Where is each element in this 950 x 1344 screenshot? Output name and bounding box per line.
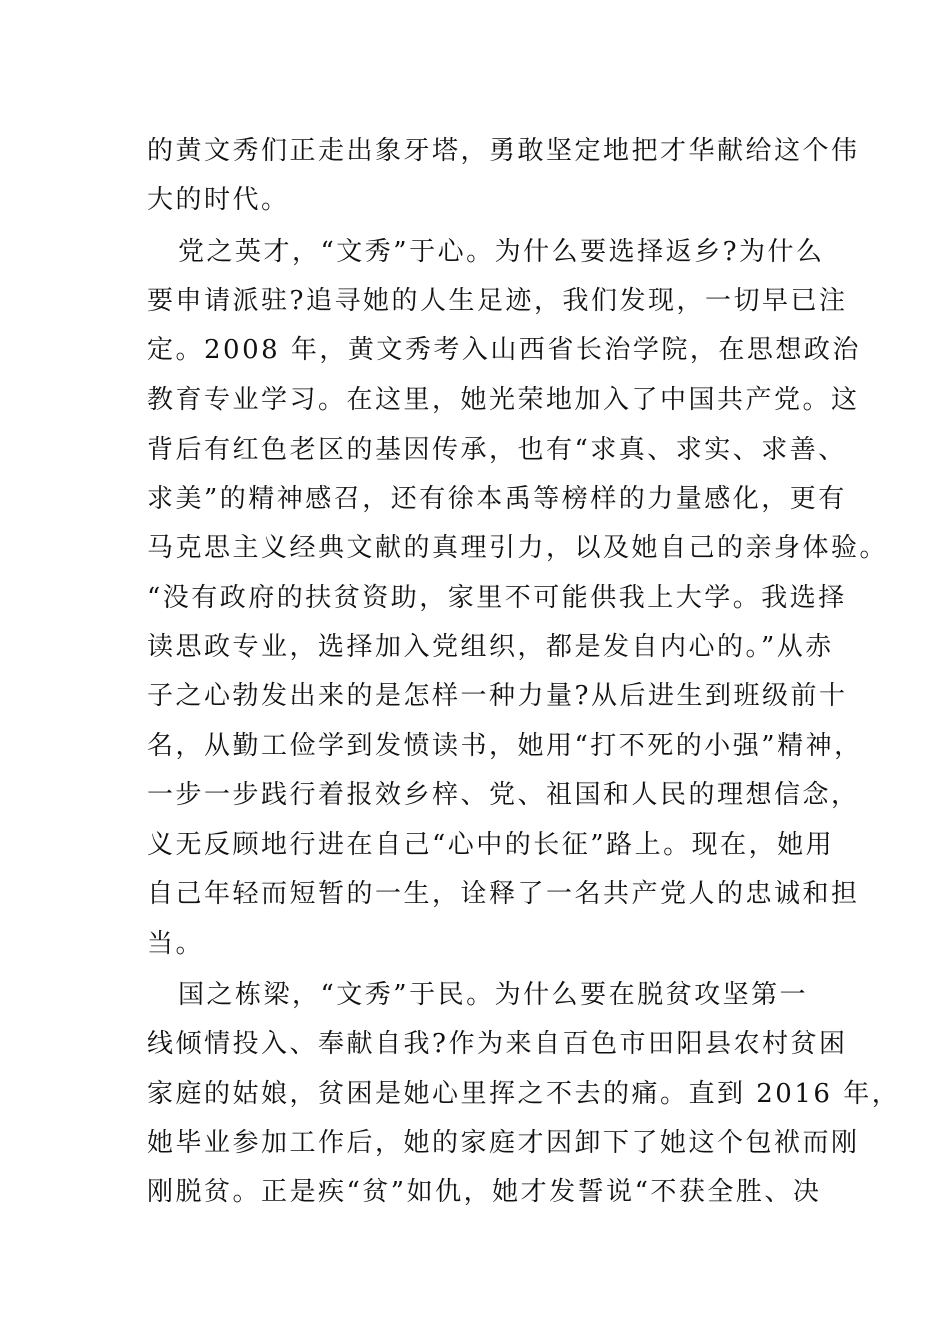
paragraph-start-line: 国之栋梁，“文秀”于民。为什么要在脱贫攻坚第一 xyxy=(178,980,809,1010)
text-line: 马克思主义经典文献的真理引力，以及她自己的亲身体验。 xyxy=(147,533,889,563)
text-line: 线倾情投入、奉献自我?作为来自百色市田阳县农村贫困 xyxy=(147,1029,848,1059)
text-line: 家庭的姑娘，贫困是她心里挥之不去的痛。直到 2016 年， xyxy=(147,1079,901,1109)
text-line: 当。 xyxy=(147,929,205,959)
text-line: 她毕业参加工作后，她的家庭才因卸下了她这个包袱而刚 xyxy=(147,1128,860,1158)
text-line: 求美”的精神感召，还有徐本禹等榜样的力量感化，更有 xyxy=(147,484,847,514)
text-line: 自己年轻而短暂的一生，诠释了一名共产党人的忠诚和担 xyxy=(147,879,860,909)
text-line: 大的时代。 xyxy=(147,185,290,215)
text-line: 子之心勃发出来的是怎样一种力量?从后进生到班级前十 xyxy=(147,681,848,711)
text-line: 要申请派驻?追寻她的人生足迹，我们发现，一切早已注 xyxy=(147,286,848,316)
text-line: 刚脱贫。正是疾“贫”如仇，她才发誓说“不获全胜、决 xyxy=(147,1177,822,1207)
text-line: “没有政府的扶贫资助，家里不可能供我上大学。我选择 xyxy=(147,583,847,613)
text-line: 读思政专业，选择加入党组织，都是发自内心的。”从赤 xyxy=(147,632,834,662)
text-line: 教育专业学习。在这里，她光荣地加入了中国共产党。这 xyxy=(147,385,860,415)
text-line: 定。2008 年，黄文秀考入山西省长治学院，在思想政治 xyxy=(147,335,861,365)
text-line: 背后有红色老区的基因传承，也有“求真、求实、求善、 xyxy=(147,435,847,465)
text-line: 名，从勤工俭学到发愤读书，她用“打不死的小强”精神， xyxy=(147,731,863,761)
text-line: 义无反顾地行进在自己“心中的长征”路上。现在，她用 xyxy=(147,830,835,860)
paragraph-start-line: 党之英才，“文秀”于心。为什么要选择返乡?为什么 xyxy=(178,237,825,267)
text-line: 一步一步践行着报效乡梓、党、祖国和人民的理想信念， xyxy=(147,780,860,810)
text-line: 的黄文秀们正走出象牙塔，勇敢坚定地把才华献给这个伟 xyxy=(147,136,860,166)
